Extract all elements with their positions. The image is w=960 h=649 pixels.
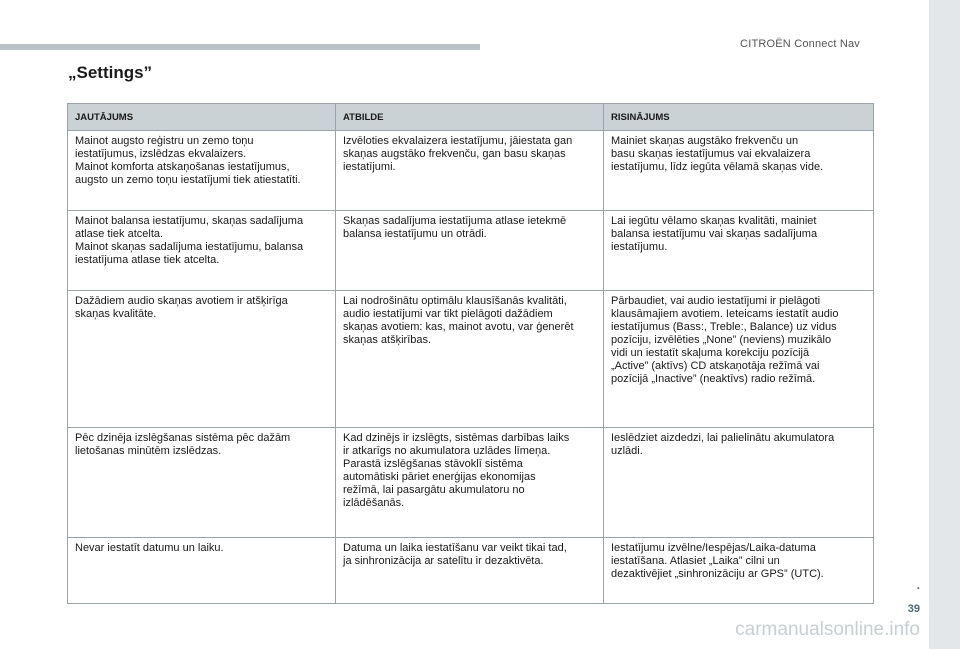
answer-cell: Datuma un laika iestatīšanu var veikt tikai tad, ja sinhronizācija ar satelītu ir dezaktivēta.	[336, 538, 604, 604]
answer-cell: Skaņas sadalījuma iestatījuma atlase ietekmē balansa iestatījumu un otrādi.	[336, 211, 604, 291]
solution-cell: Mainiet skaņas augstāko frekvenču un basu skaņas iestatījumus vai ekvalaizera iestatījumu, līdz iegūta vēlamā skaņas vide.	[604, 131, 874, 211]
page-edge-band	[929, 0, 960, 649]
table-row	[68, 211, 874, 291]
answer-cell: Lai nodrošinātu optimālu klausīšanās kvalitāti, audio iestatījumi var tikt pielāgoti dažādiem skaņas avotiem: kas, mainot avotu, var ģenerēt skaņas atšķirības.	[336, 291, 604, 428]
table-row	[68, 538, 874, 604]
troubleshooting-table	[67, 103, 874, 604]
table-row	[68, 428, 874, 538]
header-brand: CITROËN Connect Nav	[740, 38, 860, 50]
question-cell: Pēc dzinēja izslēgšanas sistēma pēc dažām lietošanas minūtēm izslēdzas.	[68, 428, 336, 538]
column-header-answer: ATBILDE	[336, 104, 604, 131]
page-marker: .	[916, 578, 920, 592]
table-row	[68, 291, 874, 428]
column-header-solution: RISINĀJUMS	[604, 104, 874, 131]
solution-cell: Lai iegūtu vēlamo skaņas kvalitāti, mainiet balansa iestatījumu vai skaņas sadalījuma iestatījumu.	[604, 211, 874, 291]
question-cell: Dažādiem audio skaņas avotiem ir atšķirīga skaņas kvalitāte.	[68, 291, 336, 428]
question-cell: Mainot balansa iestatījumu, skaņas sadalījuma atlase tiek atcelta. Mainot skaņas sadalījuma iestatījumu, balansa iestatījuma atlase tiek atcelta.	[68, 211, 336, 291]
question-cell: Nevar iestatīt datumu un laiku.	[68, 538, 336, 604]
table-header-row	[68, 104, 874, 131]
answer-cell: Izvēloties ekvalaizera iestatījumu, jāiestata gan skaņas augstāko frekvenču, gan basu skaņas iestatījumi.	[336, 131, 604, 211]
answer-cell: Kad dzinējs ir izslēgts, sistēmas darbības laiks ir atkarīgs no akumulatora uzlādes līmeņa. Parastā izslēgšanas stāvoklī sistēma automātiski pāriet enerģijas ekonomijas režīmā, lai pasargātu akumulatoru no izlādēšanās.	[336, 428, 604, 538]
solution-cell: Iestatījumu izvēlne/Iespējas/Laika-datuma iestatīšana. Atlasiet „Laika” cilni un dezaktivējiet „sinhronizāciju ar GPS” (UTC).	[604, 538, 874, 604]
column-header-question: JAUTĀJUMS	[68, 104, 336, 131]
page-number: 39	[907, 603, 920, 615]
solution-cell: Ieslēdziet aizdedzi, lai palielinātu akumulatora uzlādi.	[604, 428, 874, 538]
solution-cell: Pārbaudiet, vai audio iestatījumi ir pielāgoti klausāmajiem avotiem. Ieteicams iestatīt audio iestatījumus (Bass:, Treble:, Balance) uz vidus pozīciju, izvēlēties „None” (neviens) muzikālo vidi un iestatīt skaļuma korekciju pozīcijā „Active” (aktīvs) CD atskaņotāja režīmā vai pozīcijā „Inactive” (neaktīvs) radio režīmā.	[604, 291, 874, 428]
question-cell: Mainot augsto reģistru un zemo toņu iestatījumus, izslēdzas ekvalaizers. Mainot komforta atskaņošanas iestatījumus, augsto un zemo toņu iestatījumi tiek atiestatīti.	[68, 131, 336, 211]
header-rule	[0, 44, 480, 50]
table-row	[68, 131, 874, 211]
page-title: „Settings”	[68, 63, 153, 82]
watermark: carmanualsonline.info	[735, 619, 920, 640]
